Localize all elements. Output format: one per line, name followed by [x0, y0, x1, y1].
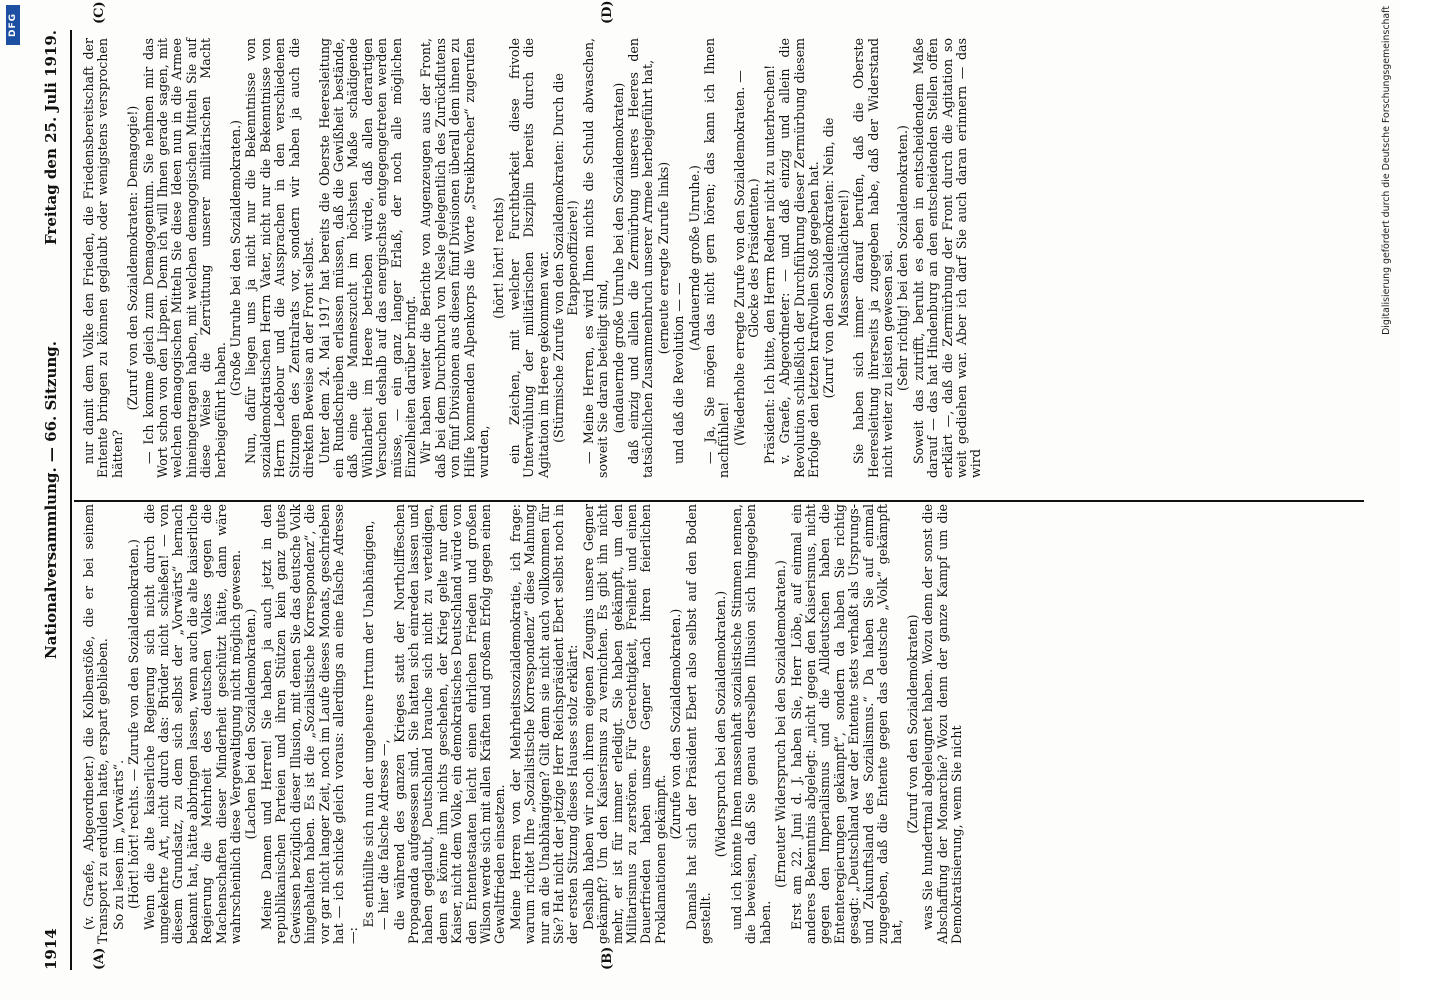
page-date: Freitag den 25. Juli 1919.	[42, 30, 60, 245]
margin-marker-a: (A)	[92, 947, 107, 970]
paragraph: nur damit dem Volke den Frieden, die Friedensbereitschaft der Entente bringen zu können geglaubt oder wenigstens versprochen hätten?	[81, 38, 125, 478]
interjection: (Erneuter Widerspruch bei den Sozialdemokraten.)	[773, 560, 789, 888]
digitization-credit: Digitalisierung gefördert durch die Deutsche Forschungsgemeinschaft	[1381, 6, 1392, 335]
paragraph: So zu lesen im „Vorwärts“.	[110, 759, 126, 930]
interjection: (Widerspruch bei den Sozialdemokraten.)	[713, 590, 729, 858]
paragraph: Präsident: Ich bitte, den Herrn Redner nicht zu unterbrechen!	[761, 64, 777, 464]
interjection: (Wiederholte erregte Zurufe von den Sozialdemokraten. — Glocke des Präsidenten.)	[731, 70, 762, 446]
interjection: (Stürmische Zurufe von den Sozialdemokraten: Durch die Etappenoffiziere!)	[551, 73, 581, 443]
paragraph: Sie haben sich immer darauf berufen, daß die Oberste Heeresleitung ihrerseits ja zugegeben habe, daß der Widerstand nicht weiter zu leisten gewesen sei.	[851, 38, 895, 478]
interjection: (erneute erregte Zurufe links)	[655, 161, 671, 355]
paragraph: Damals hat sich der Präsident Ebert also selbst auf den Boden gestellt.	[683, 504, 714, 944]
paragraph: — Ich komme gleich zum Demagogentum. Sie nehmen mir das Wort schon von den Lippen. Denn ich will Ihnen gerade sagen, mit welchen demagogischen Mitteln Sie diese Ideen nun in die Armee hineingetragen haben, mit welchen demagogischen Mitteln Sie auf diese Weise die Zerrüttung unserer militärischen Macht herbeigeführt haben.	[140, 38, 228, 478]
interjection: (hört! hört! rechts)	[491, 197, 507, 319]
paragraph: (v. Graefe, Abgeordneter.) die Kolbenstöße, die er bei seinem Transport zu erdulden hatte, erspart geblieben.	[81, 504, 111, 944]
interjection: (Andauernde große Unruhe.)	[686, 165, 702, 351]
dfg-logo: DFG	[6, 5, 20, 45]
interjection: (andauernde große Unruhe bei den Sozialdemokraten)	[610, 82, 626, 434]
paragraph: Wenn die alte kaiserliche Regierung sich nicht durch die umgekehrte Art, nicht durch das: Brüder nicht schießen! — von diesem Grundsatz, zu dem sich selbst der „Vorwärts“ hernach bekannt hat, hätte abbringen lassen, wenn auch die alte kaiserliche Regierung die Mehrheit des deutschen Volkes gegen die Machenschaften dieser Minderheit geschützt hätte, dann wäre wahrscheinlich diese Vergewaltigung nicht möglich gewesen.	[141, 504, 244, 944]
margin-marker-c: (C)	[92, 1, 107, 24]
interjection: (Hört! hört! rechts. — Zurufe von den Sozialdemokraten.)	[126, 539, 142, 909]
paragraph: Wir haben weiter die Berichte von Augenzeugen aus der Front, daß bei dem Durchbruch von Nesle gelegentlich des Zurückflutens von fünf Divisionen aus diesen fünf Divisionen überall dem ihnen zu Hilfe kommenden Alpenkorps die Worte „Streikbrecher“ zugerufen wurden,	[418, 38, 491, 478]
paragraph: Meine Herren von der Mehrheitssozialdemokratie, ich frage: warum richtet Ihre „Sozialistische Korrespondenz“ diese Mahnung nur an die Unabhängigen? Gilt denn sie nicht auch vollkommen für Sie? Hat nicht der jetzige Herr Reichspräsident Ebert selbst noch in der ersten Sitzung dieses Hauses stolz erklärt:	[507, 504, 581, 944]
paragraph: Erst am 22. Juni d. J. haben Sie, Herr Löbe, auf einmal ein anderes Bekenntnis abgelegt: „nicht gegen den Kaiserismus, nicht gegen den Imperialismus und die Alldeutschen haben die Ententeregierungen gekämpft“, sondern da haben Sie richtig gesagt: „Deutschland war der Entente stets verhaßt als Ursprungs- und Zukunftsland des Sozialismus.“ Da haben Sie auf einmal zugegeben, daß die Entente gegen das deutsche „Volk“ gekämpft hat,	[788, 504, 905, 944]
left-column	[82, 504, 965, 944]
paragraph: die während des ganzen Krieges statt der Northcliffeschen Propaganda aufgesessen sind. Sie hatten sich einreden lassen und haben geglaubt, Deutschland brauche sich nicht zu verteidigen, denn es könne ihm nichts geschehen, der Krieg gelte nur dem Kaiser, nicht dem Volke, ein demokratisches Deutschland würde von den Ententestaaten leicht einen ehrlichen Frieden und großen Wilson werde sich mit allen Kräften und großem Erfolg gegen einen Gewaltfrieden einsetzen.	[391, 504, 508, 944]
paragraph: und daß die Revolution — —	[671, 282, 687, 464]
paragraph: was Sie hundertmal abgeleugnet haben. Wozu denn der sonst die Abschaffung der Monarchie? Wozu denn der ganze Kampf um die Demokratisierung, wenn Sie nicht	[920, 504, 964, 944]
paragraph: Unter dem 24. Mai 1917 hat bereits die Oberste Heeresleitung ein Rundschreiben erlassen müssen, daß die Gewißheit bestände, daß eine die Manneszucht im höchsten Maße schädigende Wühlarbeit im Heere betrieben würde, daß allen derartigen Versuchen deshalb auf das energischste entgegengetreten werden müsse, — ein ganz langer Erlaß, der noch alle möglichen Einzelheiten darüber bringt.	[316, 38, 418, 478]
page-header	[42, 30, 66, 970]
paragraph: Deshalb haben wir noch ihrem eigenen Zeugnis unsere Gegner gekämpft? Um den Kaiserismus zu vernichten. Es gibt ihn nicht mehr, er ist für immer erledigt. Sie haben gekämpft, um den Militarismus zu zerstören. Für Gerechtigkeit, Freiheit und einen Dauerfrieden haben unsere Gegner nach ihren feierlichen Proklamationen gekämpft.	[580, 504, 668, 944]
paragraph: Es enthüllte sich nun der ungeheure Irrtum der Unabhängigen,	[360, 520, 376, 928]
interjection: (Sehr richtig! bei den Sozialdemokraten.)	[895, 125, 911, 391]
paragraph: Soweit das zutrifft, beruht es eben in entscheidendem Maße darauf — das hat Hindenburg an den entscheidenden Stellen offen erklärt —, daß die Zermürbung der Front durch die Agitation so weit gediehen war. Aber ich darf Sie auch daran erinnern — das wird	[910, 38, 984, 478]
margin-marker-b: (B)	[600, 946, 615, 970]
header-rule	[70, 30, 72, 970]
page-number: 1914	[42, 928, 60, 970]
page-title: Nationalversammlung. — 66. Sitzung.	[42, 341, 60, 659]
paragraph: v. Graefe, Abgeordneter: — und daß einzig und allein die Revolution schließlich der Durchführung dieser Zermürbung diesem Erfolge den letzten kraftvollen Stoß gegeben hat.	[777, 38, 821, 478]
paragraph: Meine Damen und Herren! Sie haben ja auch jetzt in den republikanischen Parteien und ihren Stützen kein ganz gutes Gewissen bezüglich dieser Illusion, mit denen Sie das deutsche Volk hingehalten haben. Es ist die „Sozialistische Korrespondenz“, die vor gar nicht langer Zeit, noch im Laufe dieses Monats, geschrieben hat — ich schicke gleich voraus: allerdings an eine falsche Adresse —:	[258, 504, 361, 944]
paragraph: — Ja, Sie mögen das nicht gern hören; das kann ich Ihnen nachfühlen!	[702, 38, 732, 478]
interjection: (Große Unruhe bei den Sozialdemokraten.)	[228, 119, 244, 397]
column-divider	[74, 500, 1364, 502]
interjection: (Zuruf von den Sozialdemokraten: Demagogie!)	[125, 105, 141, 411]
paragraph: und ich könnte Ihnen massenhaft sozialistische Stimmen nennen, die beweisen, daß Sie genau derselben Illusion sich hingegeben haben.	[728, 504, 773, 944]
interjection: (Zurufe von den Sozialdemokraten.)	[668, 608, 684, 840]
paragraph: daß einzig und allein die Zermürbung unseres Heeres den tatsächlichen Zusammenbruch unserer Armee herbeigeführt hat,	[626, 38, 656, 478]
interjection: (Zuruf von den Sozialdemokraten)	[904, 614, 920, 834]
paragraph: ein Zeichen, mit welcher Furchtbarkeit diese frivole Unterwühlung der militärischen Disziplin bereits durch die Agitation im Heere gekommen war.	[506, 38, 551, 478]
margin-marker-d: (D)	[600, 0, 615, 24]
right-column	[82, 38, 985, 478]
paragraph: Nun, dafür liegen uns ja nicht nur die Bekenntnisse von sozialdemokratischen Herrn Vater, nicht nur die Bekenntnisse von Herrn Ledebour und die Aussprachen in den verschiedenen Sitzungen des Zentralrats vor, sondern wir haben ja auch die direkten Beweise an der Front selbst.	[243, 38, 317, 478]
paragraph: — Meine Herren, es wird Ihnen nichts die Schuld abwaschen, soweit Sie daran beteiligt sind,	[580, 38, 611, 478]
interjection: (Zuruf von den Sozialdemokraten: Nein, die Massenschlächterei!)	[821, 117, 851, 399]
paragraph: — hier die falsche Adresse —,	[376, 739, 392, 930]
interjection: (Lachen bei den Sozialdemokraten.)	[243, 608, 259, 840]
